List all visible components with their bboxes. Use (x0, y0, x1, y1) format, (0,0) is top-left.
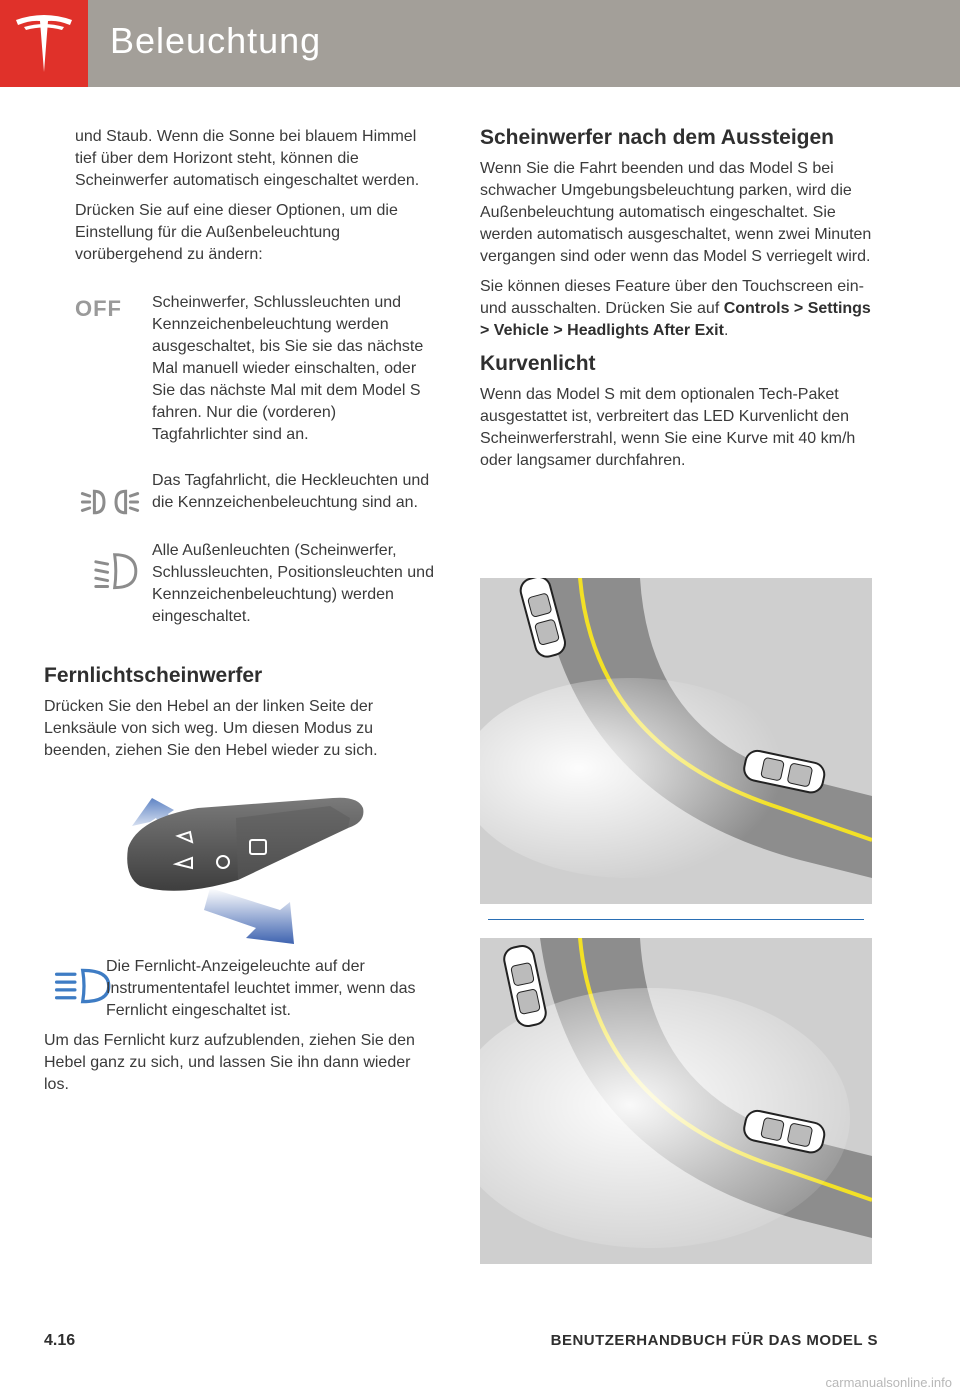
cornering-light-heading: Kurvenlicht (480, 352, 596, 375)
watermark: carmanualsonline.info (825, 1375, 952, 1390)
high-beam-paragraph: Drücken Sie den Hebel an der linken Seite der Lenksäule von sich weg. Um diesen Modus zu beenden, ziehen Sie den Hebel wieder zu sich. (44, 698, 378, 759)
illustration-divider (488, 919, 864, 920)
high-beam-indicator-text: Die Fernlicht-Anzeigeleuchte auf der Instrumententafel leuchtet immer, wenn das Fernlicht eingeschaltet ist. (106, 958, 416, 1019)
high-beam-indicator-row (44, 956, 439, 1020)
cornering-light-paragraph: Wenn das Model S mit dem optionalen Tech-Paket ausgestattet ist, verbreitert das LED Kurvenlicht den Scheinwerferstrahl, wenn Sie eine Kurve mit 40 km/h oder langsamer durchfahren. (480, 386, 856, 469)
cornering-illustration-with (480, 938, 872, 1264)
high-beam-icon (54, 966, 114, 1006)
stalk-illustration (118, 788, 378, 948)
settings-path: Controls > Settings > Vehicle > Headlights After Exit (480, 300, 871, 339)
tesla-logo (0, 0, 88, 87)
headlights-after-exit-paragraph: Wenn Sie die Fahrt beenden und das Model S bei schwacher Umgebungsbeleuchtung parken, wird die Außenbeleuchtung automatisch eingeschaltet. Sie werden automatisch ausgeschaltet, wenn zwei Minuten vergangen sind oder wenn das Model S verriegelt wird. (480, 160, 872, 265)
options-intro-paragraph: Drücken Sie auf eine dieser Optionen, um die Einstellung für die Außenbeleuchtung vorübergehend zu ändern: (75, 202, 398, 263)
manual-title: BENUTZERHANDBUCH FÜR DAS MODEL S (550, 1332, 878, 1349)
headlights-after-exit-heading: Scheinwerfer nach dem Aussteigen (480, 126, 834, 149)
parking-lights-icon (80, 482, 140, 522)
flash-paragraph: Um das Fernlicht kurz aufzublenden, ziehen Sie den Hebel ganz zu sich, und lassen Sie ihn dann wieder los. (44, 1032, 415, 1093)
touchscreen-paragraph: Sie können dieses Feature über den Touchscreen ein- und ausschalten. Drücken Sie auf Controls > Settings > Vehicle > Headlights After Exit. (480, 278, 871, 339)
option-off-text: Scheinwerfer, Schlussleuchten und Kennzeichenbeleuchtung werden ausgeschaltet, bis Sie sie das nächste Mal manuell wieder einschalten, oder Sie das nächste Mal mit dem Model S fahren. Nur die (vorderen) Tagfahrlichter sind an. (152, 294, 424, 443)
option-low-beam (75, 540, 437, 650)
option-parking-lights (75, 470, 437, 536)
cornering-illustration-without (480, 578, 872, 904)
option-low-beam-text: Alle Außenleuchten (Scheinwerfer, Schlussleuchten, Positionsleuchten und Kennzeichenbeleuchtung) werden eingeschaltet. (152, 542, 434, 625)
low-beam-icon (87, 550, 147, 590)
intro-block (75, 126, 435, 274)
option-off (75, 292, 437, 468)
off-text-icon: OFF (75, 296, 122, 321)
high-beam-section (44, 662, 439, 770)
option-parking-lights-text: Das Tagfahrlicht, die Heckleuchten und die Kennzeichenbeleuchtung sind an. (152, 472, 430, 511)
section-title: Beleuchtung (110, 20, 322, 61)
high-beam-heading: Fernlichtscheinwerfer (44, 664, 263, 687)
intro-paragraph: und Staub. Wenn die Sonne bei blauem Himmel tief über dem Horizont steht, können die Scheinwerfer automatisch eingeschaltet werden. (75, 128, 420, 189)
tesla-logo-icon (14, 12, 74, 74)
page-number: 4.16 (44, 1332, 76, 1349)
flash-section (44, 1030, 439, 1104)
right-column-text (480, 124, 872, 480)
